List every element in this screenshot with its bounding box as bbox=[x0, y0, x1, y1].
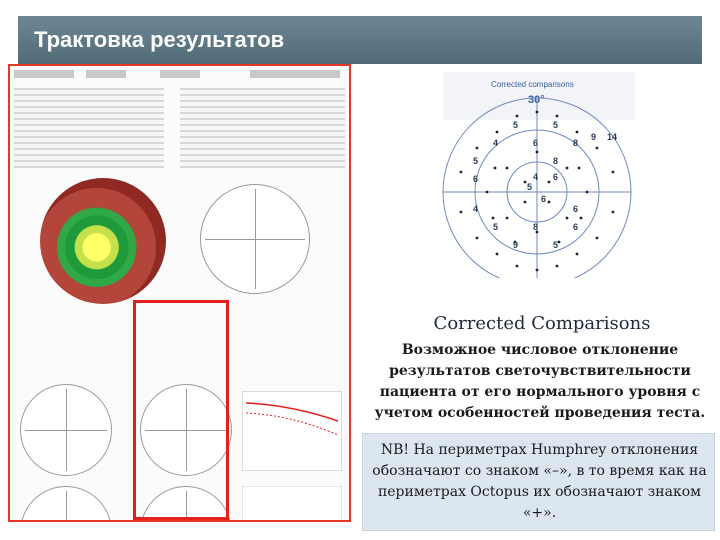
bebie-curve bbox=[242, 391, 342, 471]
slide-title: Трактовка результатов bbox=[34, 27, 285, 52]
section-heading: Corrected Comparisons bbox=[433, 313, 651, 334]
probability-thumbnail bbox=[20, 486, 112, 522]
corrected-comparisons-highlight bbox=[133, 300, 229, 520]
slide-header bbox=[18, 16, 702, 64]
report-test-info bbox=[180, 88, 345, 168]
svg-text:6: 6 bbox=[533, 138, 539, 148]
report-header-block bbox=[86, 70, 126, 78]
svg-text:5: 5 bbox=[473, 156, 479, 166]
comparisons-thumbnail bbox=[20, 384, 112, 476]
svg-text:6: 6 bbox=[553, 172, 559, 182]
svg-text:4: 4 bbox=[493, 138, 499, 148]
note-box bbox=[362, 433, 715, 531]
svg-text:9: 9 bbox=[591, 132, 597, 142]
svg-text:8: 8 bbox=[573, 138, 579, 148]
svg-text:5: 5 bbox=[527, 182, 533, 192]
svg-text:8: 8 bbox=[533, 222, 539, 232]
svg-text:5: 5 bbox=[553, 240, 559, 250]
report-patient-info bbox=[14, 88, 164, 168]
svg-text:6: 6 bbox=[573, 222, 579, 232]
field-values bbox=[473, 120, 617, 250]
svg-text:6: 6 bbox=[473, 174, 479, 184]
svg-text:5: 5 bbox=[493, 222, 499, 232]
svg-text:4: 4 bbox=[473, 204, 479, 214]
svg-text:14: 14 bbox=[607, 132, 618, 142]
svg-text:4: 4 bbox=[533, 172, 539, 182]
svg-text:8: 8 bbox=[553, 156, 559, 166]
svg-text:9: 9 bbox=[513, 240, 519, 250]
svg-text:6: 6 bbox=[541, 194, 547, 204]
corrected-comparisons-field bbox=[437, 88, 637, 278]
values-map-thumbnail bbox=[200, 184, 310, 294]
note-text: NB! На периметрах Humphrey отклонения обозначают со знаком «–», в то время как на периметрах Octopus их обозначают знаком «+». bbox=[372, 442, 707, 521]
report-header-block bbox=[250, 70, 340, 78]
svg-text:6: 6 bbox=[573, 204, 579, 214]
panel-title: Corrected comparisons bbox=[491, 80, 574, 89]
greyscale-map bbox=[40, 178, 166, 304]
report-header-block bbox=[14, 70, 74, 78]
global-indices-table bbox=[242, 486, 342, 522]
section-description: Возможное числовое отклонение результатов светочувствительности пациента от его нормального уровня с учетом особенностей проведения теста. bbox=[374, 342, 706, 421]
svg-text:5: 5 bbox=[553, 120, 559, 130]
panel-degree: 30° bbox=[528, 94, 545, 106]
report-header-block bbox=[160, 70, 200, 78]
svg-text:5: 5 bbox=[513, 120, 519, 130]
